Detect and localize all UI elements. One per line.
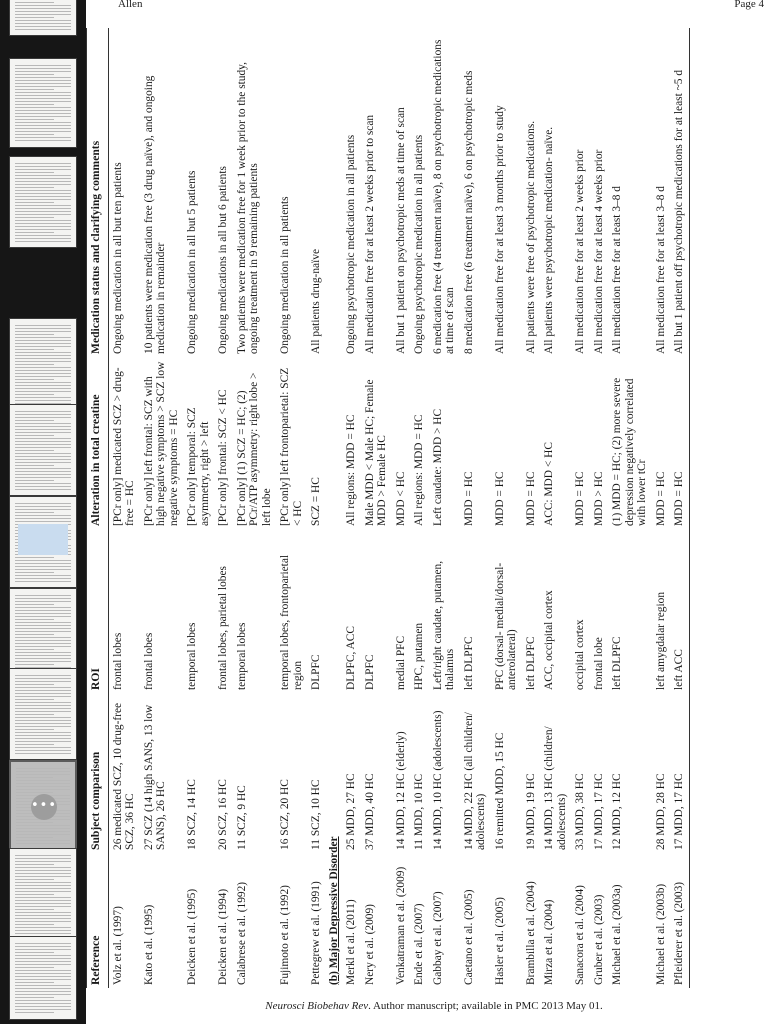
cell-reference: Pettegrew et al. (1991) bbox=[310, 881, 322, 985]
column-header-roi: ROI bbox=[87, 529, 109, 693]
cell-reference: Sanacora et al. (2004) bbox=[574, 885, 586, 985]
table-row bbox=[491, 28, 522, 988]
cell-medication: Ongoing psychotropic medication in all patients bbox=[345, 134, 357, 354]
more-options-button[interactable]: ••• bbox=[31, 794, 57, 820]
cell-medication: Ongoing medication in all but ten patients bbox=[111, 162, 124, 354]
cell-subject-comparison: 17 MDD, 17 HC bbox=[670, 693, 689, 853]
cell-medication: All medication free for at least 3–8 d bbox=[654, 186, 667, 354]
table-row bbox=[140, 28, 184, 988]
cell-subject-comparison: 28 MDD, 28 HC bbox=[654, 773, 667, 850]
cell-alteration: SCZ = HC bbox=[310, 477, 322, 526]
cell-roi: medial PFC bbox=[394, 635, 407, 690]
cell-reference: Calabrese et al. (1992) bbox=[235, 881, 248, 985]
section-title: (b) Major Depressive Disorder bbox=[327, 836, 340, 985]
cell-subject-comparison: 11 MDD, 10 HC bbox=[413, 773, 425, 850]
cell-subject-comparison: 14 MDD, 10 HC (adolescents) bbox=[431, 710, 444, 850]
cell-alteration: MDD = HC bbox=[654, 471, 667, 526]
cell-alteration: MDD = HC bbox=[670, 357, 689, 529]
cell-subject-comparison: 37 MDD, 40 HC bbox=[363, 773, 376, 850]
cell-subject-comparison: 26 medicated SCZ, 10 drug-free SCZ, 36 HC bbox=[111, 702, 136, 850]
cell-alteration: MDD = HC bbox=[574, 471, 586, 526]
cell-roi: frontal lobes, parietal lobes bbox=[217, 566, 229, 690]
cell-roi: left amygdalar region bbox=[654, 591, 667, 690]
cell-roi: Left/right caudate, putamen, thalamus bbox=[431, 560, 456, 690]
table-header-row bbox=[87, 28, 109, 988]
footer-text: . Author manuscript; available in PMC 2013 May 01. bbox=[368, 1000, 603, 1012]
cell-reference: Ende et al. (2007) bbox=[413, 903, 425, 985]
cell-alteration: All regions: MDD = HC bbox=[413, 414, 425, 526]
table-row bbox=[608, 28, 652, 988]
cell-reference: Volz et al. (1997) bbox=[111, 906, 124, 985]
table-row bbox=[540, 28, 571, 988]
cell-roi: frontal lobes bbox=[142, 632, 155, 690]
table-row bbox=[183, 28, 214, 988]
cell-reference: Mirza et al. (2004) bbox=[543, 899, 555, 985]
cell-subject-comparison: 25 MDD, 27 HC bbox=[345, 773, 357, 850]
cell-medication: All patients were psychotropic medication- naïve. bbox=[543, 126, 555, 354]
cell-reference: Gruber et al. (2003) bbox=[592, 894, 605, 985]
table-row bbox=[233, 28, 277, 988]
cell-medication: Ongoing medication in all but 5 patients bbox=[186, 170, 198, 354]
cell-subject-comparison: 14 MDD, 12 HC (elderly) bbox=[394, 731, 407, 850]
cell-roi: temporal lobes, frontoparietal region bbox=[279, 554, 304, 690]
cell-subject-comparison: 17 MDD, 17 HC bbox=[592, 773, 605, 850]
cell-roi: left ACC bbox=[670, 529, 689, 693]
page-thumbnail-current[interactable] bbox=[9, 760, 77, 852]
table-row bbox=[571, 28, 590, 988]
column-header-alteration: Alteration in total creatine bbox=[87, 357, 109, 529]
cell-medication: All medication free for at least 3 months prior to study bbox=[493, 105, 506, 354]
page-thumbnail[interactable] bbox=[9, 588, 77, 680]
page-thumbnail[interactable] bbox=[9, 156, 77, 248]
table-row bbox=[392, 28, 411, 988]
cell-roi: left DLPFC bbox=[462, 636, 475, 690]
cell-alteration: (1) MDD = HC; (2) more severe depression negatively correlated with lower tCr bbox=[611, 377, 648, 526]
cell-subject-comparison: 33 MDD, 38 HC bbox=[574, 773, 586, 850]
cell-medication: All but 1 patient off psychotropic medications for at least ~5 d bbox=[670, 28, 689, 357]
cell-subject-comparison: 19 MDD, 19 HC bbox=[524, 773, 537, 850]
page-thumbnail[interactable] bbox=[9, 318, 77, 410]
cell-roi: occipital cortex bbox=[574, 619, 586, 690]
cell-subject-comparison: 16 remitted MDD, 15 HC bbox=[493, 732, 506, 850]
cell-medication: All medication free for at least 3–8 d bbox=[611, 186, 623, 354]
table-body bbox=[108, 28, 689, 988]
cell-roi: temporal lobes bbox=[186, 622, 198, 690]
cell-alteration: All regions: MDD = HC bbox=[345, 414, 357, 526]
page-thumbnail-strip bbox=[0, 0, 86, 1024]
cell-medication: All patients were free of psychotropic medications. bbox=[524, 120, 537, 354]
cell-reference: Fujimoto et al. (1992) bbox=[279, 885, 291, 985]
cell-medication: All medication free for at least 4 weeks prior bbox=[592, 149, 605, 354]
cell-roi: frontal lobes bbox=[111, 632, 124, 690]
cell-roi: DLPFC bbox=[363, 654, 376, 690]
cell-medication: Two patients were medication free for 1 week prior to the study, ongoing treatment in 9 remaining patients bbox=[235, 62, 260, 354]
cell-reference: Michael et al. (2003b) bbox=[654, 883, 667, 985]
table-row bbox=[361, 28, 392, 988]
table-row bbox=[429, 28, 460, 988]
cell-roi: left DLPFC bbox=[524, 636, 537, 690]
table-row bbox=[670, 28, 689, 988]
cell-alteration: Left caudate: MDD > HC bbox=[431, 408, 444, 526]
cell-reference: Caetano et al. (2005) bbox=[462, 889, 475, 985]
creatine-studies-table bbox=[86, 28, 690, 988]
cell-alteration: MDD = HC bbox=[462, 471, 475, 526]
cell-subject-comparison: 18 SCZ, 14 HC bbox=[186, 779, 198, 850]
cell-subject-comparison: 16 SCZ, 20 HC bbox=[279, 779, 291, 850]
rotated-table-page bbox=[86, 28, 768, 988]
cell-subject-comparison: 14 MDD, 13 HC (children/ adolescents) bbox=[543, 726, 568, 850]
cell-reference: Hasler et al. (2005) bbox=[493, 897, 506, 985]
cell-medication: All medication free for at least 2 weeks prior to scan bbox=[363, 114, 376, 354]
cell-medication: All medication free for at least 2 weeks prior bbox=[574, 149, 586, 354]
cell-subject-comparison: 12 MDD, 12 HC bbox=[611, 773, 623, 850]
cell-subject-comparison: 20 SCZ, 16 HC bbox=[217, 779, 229, 850]
table-row bbox=[410, 28, 429, 988]
footer-citation bbox=[100, 1000, 768, 1012]
cell-subject-comparison: 14 MDD, 22 HC (all children/ adolescents) bbox=[462, 712, 487, 850]
table-row bbox=[108, 28, 140, 988]
cell-alteration: [PCr only] (1) SCZ = HC; (2) PCr/ATP asymmetry: right lobe > left lobe bbox=[235, 372, 273, 526]
cell-roi: HPC, putamen bbox=[413, 622, 425, 690]
cell-subject-comparison: 11 SCZ, 9 HC bbox=[235, 785, 248, 850]
cell-medication: 8 medication free (6 treatment naïve), 6 on psychotropic meds bbox=[462, 70, 475, 354]
page-thumbnail[interactable] bbox=[9, 58, 77, 148]
section-header-row bbox=[326, 28, 343, 988]
cell-reference: Deicken et al. (1995) bbox=[186, 888, 198, 985]
page-number: Page 4 bbox=[734, 0, 764, 10]
cell-roi: ACC, occipital cortex bbox=[543, 590, 555, 690]
cell-medication: 6 medication free (4 treatment naïve), 8 on psychotropic medications at time of scan bbox=[431, 39, 456, 354]
column-header-reference: Reference bbox=[87, 853, 109, 988]
cell-reference: Kato et al. (1995) bbox=[142, 904, 155, 985]
table-row bbox=[652, 28, 671, 988]
cell-alteration: ACC: MDD < HC bbox=[543, 442, 555, 526]
journal-name: Neurosci Biobehav Rev bbox=[265, 1000, 369, 1012]
cell-reference: Venkatraman et al. (2009) bbox=[394, 866, 407, 985]
page-thumbnail[interactable] bbox=[9, 0, 77, 36]
cell-alteration: MDD = HC bbox=[524, 471, 537, 526]
cell-reference: Brambilla et al. (2004) bbox=[524, 881, 537, 985]
cell-alteration: Male MDD < Male HC; Female MDD > Female HC bbox=[363, 379, 388, 526]
cell-roi: DLPFC bbox=[310, 654, 322, 690]
cell-alteration: [PCr only] left frontal: SCZ with high negative symptoms > SCZ low negative symptoms = HC bbox=[142, 361, 180, 526]
table-row bbox=[307, 28, 326, 988]
table-row bbox=[214, 28, 233, 988]
cell-medication: Ongoing medication in all patients bbox=[279, 196, 291, 354]
table-row bbox=[342, 28, 361, 988]
cell-medication: Ongoing psychotropic medication in all patients bbox=[413, 134, 425, 354]
cell-roi: PFC (dorsal- medial/dorsal- anterolateral) bbox=[493, 562, 518, 690]
cell-roi: frontal lobe bbox=[592, 637, 605, 690]
cell-medication: Ongoing medications in all but 6 patients bbox=[217, 166, 229, 354]
table-row bbox=[276, 28, 307, 988]
cell-medication: All but 1 patient on psychotropic meds at time of scan bbox=[394, 107, 407, 354]
table-row bbox=[590, 28, 609, 988]
column-header-subject-comparison: Subject comparison bbox=[87, 693, 109, 853]
page-thumbnail[interactable] bbox=[9, 404, 77, 496]
cell-medication: All patients drug-naïve bbox=[310, 248, 322, 354]
author-name: Allen bbox=[118, 0, 143, 10]
cell-reference: Michael et al. (2003a) bbox=[611, 884, 623, 985]
cell-alteration: [PCr only] temporal: SCZ asymmetry, right > left bbox=[186, 407, 211, 526]
cell-subject-comparison: 11 SCZ, 10 HC bbox=[310, 779, 322, 850]
cell-reference: Deicken et al. (1994) bbox=[217, 888, 229, 985]
column-header-medication: Medication status and clarifying comments bbox=[87, 28, 109, 357]
page-thumbnail[interactable] bbox=[9, 668, 77, 760]
page-thumbnail[interactable] bbox=[9, 936, 77, 1020]
cell-alteration: [PCr only] left frontoparietal: SCZ < HC bbox=[279, 367, 304, 526]
page-thumbnail[interactable] bbox=[9, 496, 77, 588]
cell-reference: Merkl et al. (2011) bbox=[345, 899, 357, 985]
cell-roi: left DLPFC bbox=[611, 636, 623, 690]
cell-reference: Nery et al. (2009) bbox=[363, 904, 376, 985]
cell-roi: temporal lobes bbox=[235, 622, 248, 690]
cell-alteration: MDD = HC bbox=[493, 471, 506, 526]
cell-medication: 10 patients were medication free (3 drug naïve), and ongoing medication in remainder bbox=[142, 75, 167, 354]
cell-subject-comparison: 27 SCZ (14 high SANS, 13 low SANS), 26 HC bbox=[142, 704, 167, 850]
cell-roi: DLPFC, ACC bbox=[345, 626, 357, 690]
cell-reference: Pfleiderer et al. (2003) bbox=[670, 853, 689, 988]
cell-reference: Gabbay et al. (2007) bbox=[431, 891, 444, 985]
table-row bbox=[460, 28, 491, 988]
table-row bbox=[522, 28, 541, 988]
page-thumbnail[interactable] bbox=[9, 848, 77, 940]
cell-alteration: MDD < HC bbox=[394, 471, 407, 526]
cell-alteration: MDD > HC bbox=[592, 471, 605, 526]
cell-alteration: [PCr only] medicated SCZ > drug-free = HC bbox=[111, 367, 136, 526]
cell-alteration: [PCr only] frontal: SCZ < HC bbox=[217, 389, 229, 526]
